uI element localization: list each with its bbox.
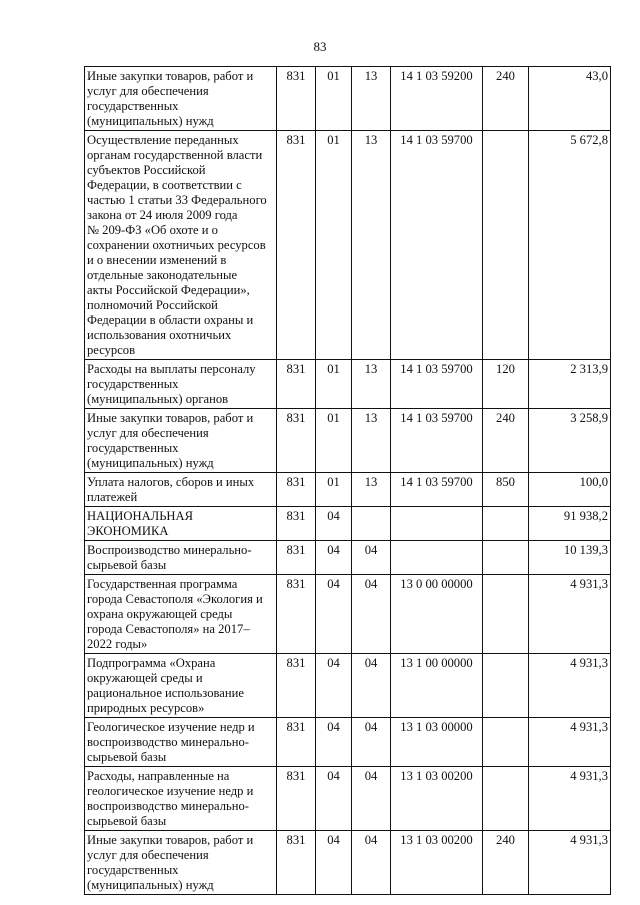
ved-code-cell: 831 — [277, 67, 316, 131]
table-row — [85, 718, 611, 767]
expense-type-cell: 120 — [483, 360, 529, 409]
expense-type-cell: 240 — [483, 409, 529, 473]
target-article-cell: 14 1 03 59700 — [391, 360, 483, 409]
item-name-line: полномочий Российской — [87, 298, 218, 312]
item-name-line: Иные закупки товаров, работ и — [87, 833, 254, 847]
ved-code-cell: 831 — [277, 541, 316, 575]
subsection-code-cell: 04 — [352, 718, 391, 767]
ved-code-cell: 831 — [277, 473, 316, 507]
ved-code-cell: 831 — [277, 831, 316, 895]
item-name-line: государственных — [87, 441, 179, 455]
amount-cell: 4 931,3 — [529, 767, 611, 831]
item-name-line: сохранении охотничьих ресурсов — [87, 238, 266, 252]
subsection-code-cell: 13 — [352, 360, 391, 409]
ved-code-cell: 831 — [277, 767, 316, 831]
target-article-cell: 14 1 03 59700 — [391, 409, 483, 473]
section-code-cell: 01 — [316, 360, 352, 409]
expense-type-cell — [483, 575, 529, 654]
table-row — [85, 409, 611, 473]
amount-cell: 4 931,3 — [529, 718, 611, 767]
target-article-cell: 14 1 03 59700 — [391, 131, 483, 360]
table-row — [85, 67, 611, 131]
section-code-cell: 01 — [316, 131, 352, 360]
item-name-line: (муниципальных) нужд — [87, 878, 214, 892]
item-name-cell — [85, 718, 277, 767]
section-code-cell: 04 — [316, 575, 352, 654]
item-name-line: платежей — [87, 490, 138, 504]
item-name-line: Расходы, направленные на — [87, 769, 230, 783]
item-name-line: Федерации в области охраны и — [87, 313, 254, 327]
table-row — [85, 360, 611, 409]
target-article-cell: 13 1 03 00200 — [391, 767, 483, 831]
target-article-cell: 14 1 03 59700 — [391, 473, 483, 507]
target-article-cell: 13 0 00 00000 — [391, 575, 483, 654]
amount-cell: 10 139,3 — [529, 541, 611, 575]
table-row — [85, 473, 611, 507]
ved-code-cell: 831 — [277, 360, 316, 409]
item-name-line: отдельные законодательные — [87, 268, 238, 282]
expense-type-cell — [483, 654, 529, 718]
item-name-line: услуг для обеспечения — [87, 84, 209, 98]
target-article-cell: 13 1 03 00200 — [391, 831, 483, 895]
page-number: 83 — [313, 39, 327, 54]
item-name-line: использования охотничьих — [87, 328, 232, 342]
item-name-line: окружающей среды и — [87, 671, 203, 685]
item-name-line: 2022 годы» — [87, 637, 148, 651]
expense-type-cell — [483, 767, 529, 831]
table-row — [85, 131, 611, 360]
budget-table — [84, 66, 611, 895]
target-article-cell: 13 1 03 00000 — [391, 718, 483, 767]
item-name-line: закона от 24 июля 2009 года — [87, 208, 238, 222]
section-code-cell: 04 — [316, 507, 352, 541]
amount-cell: 100,0 — [529, 473, 611, 507]
item-name-cell — [85, 473, 277, 507]
item-name-line: услуг для обеспечения — [87, 426, 209, 440]
item-name-line: сырьевой базы — [87, 558, 167, 572]
item-name-line: Иные закупки товаров, работ и — [87, 69, 254, 83]
section-code-cell: 04 — [316, 541, 352, 575]
item-name-line: Государственная программа — [87, 577, 238, 591]
expense-type-cell — [483, 507, 529, 541]
item-name-cell — [85, 767, 277, 831]
ved-code-cell: 831 — [277, 507, 316, 541]
item-name-line: (муниципальных) нужд — [87, 114, 214, 128]
table-row — [85, 507, 611, 541]
amount-cell: 5 672,8 — [529, 131, 611, 360]
subsection-code-cell: 13 — [352, 473, 391, 507]
item-name-line: сырьевой базы — [87, 750, 167, 764]
item-name-line: НАЦИОНАЛЬНАЯ — [87, 509, 194, 523]
item-name-cell — [85, 507, 277, 541]
item-name-cell — [85, 131, 277, 360]
amount-cell: 3 258,9 — [529, 409, 611, 473]
ved-code-cell: 831 — [277, 575, 316, 654]
section-code-cell: 04 — [316, 831, 352, 895]
item-name-line: воспроизводство минерально- — [87, 735, 250, 749]
item-name-line: (муниципальных) органов — [87, 392, 229, 406]
subsection-code-cell: 04 — [352, 541, 391, 575]
section-code-cell: 01 — [316, 473, 352, 507]
item-name-line: государственных — [87, 863, 179, 877]
item-name-line: города Севастополя» на 2017– — [87, 622, 250, 636]
item-name-line: ресурсов — [87, 343, 136, 357]
section-code-cell: 01 — [316, 67, 352, 131]
ved-code-cell: 831 — [277, 718, 316, 767]
item-name-line: субъектов Российской — [87, 163, 206, 177]
amount-cell: 91 938,2 — [529, 507, 611, 541]
item-name-line: Уплата налогов, сборов и иных — [87, 475, 255, 489]
item-name-line: Федерации, в соответствии с — [87, 178, 242, 192]
expense-type-cell: 850 — [483, 473, 529, 507]
target-article-cell: 14 1 03 59200 — [391, 67, 483, 131]
amount-cell: 4 931,3 — [529, 831, 611, 895]
section-code-cell: 04 — [316, 718, 352, 767]
item-name-line: № 209-ФЗ «Об охоте и о — [87, 223, 218, 237]
table-row — [85, 654, 611, 718]
expense-type-cell — [483, 541, 529, 575]
item-name-line: природных ресурсов» — [87, 701, 205, 715]
budget-table-body — [85, 67, 611, 895]
table-row — [85, 767, 611, 831]
item-name-line: акты Российской Федерации», — [87, 283, 250, 297]
expense-type-cell — [483, 131, 529, 360]
item-name-cell — [85, 360, 277, 409]
item-name-line: города Севастополя «Экология и — [87, 592, 263, 606]
item-name-line: Расходы на выплаты персоналу — [87, 362, 256, 376]
item-name-line: государственных — [87, 377, 179, 391]
amount-cell: 4 931,3 — [529, 575, 611, 654]
item-name-cell — [85, 654, 277, 718]
item-name-line: Воспроизводство минерально- — [87, 543, 252, 557]
item-name-line: охрана окружающей среды — [87, 607, 233, 621]
expense-type-cell: 240 — [483, 831, 529, 895]
item-name-line: государственных — [87, 99, 179, 113]
item-name-line: и о внесении изменений в — [87, 253, 227, 267]
expense-type-cell — [483, 718, 529, 767]
item-name-line: частью 1 статьи 33 Федерального — [87, 193, 267, 207]
item-name-line: Осуществление переданных — [87, 133, 239, 147]
subsection-code-cell — [352, 507, 391, 541]
amount-cell: 2 313,9 — [529, 360, 611, 409]
section-code-cell: 04 — [316, 654, 352, 718]
item-name-line: органам государственной власти — [87, 148, 263, 162]
item-name-line: сырьевой базы — [87, 814, 167, 828]
item-name-line: воспроизводство минерально- — [87, 799, 250, 813]
item-name-cell — [85, 541, 277, 575]
subsection-code-cell: 04 — [352, 831, 391, 895]
item-name-line: Подпрограмма «Охрана — [87, 656, 216, 670]
expense-type-cell: 240 — [483, 67, 529, 131]
item-name-line: Иные закупки товаров, работ и — [87, 411, 254, 425]
item-name-line: услуг для обеспечения — [87, 848, 209, 862]
item-name-cell — [85, 831, 277, 895]
target-article-cell — [391, 541, 483, 575]
item-name-cell — [85, 67, 277, 131]
section-code-cell: 01 — [316, 409, 352, 473]
subsection-code-cell: 04 — [352, 767, 391, 831]
table-row — [85, 541, 611, 575]
item-name-cell — [85, 575, 277, 654]
amount-cell: 4 931,3 — [529, 654, 611, 718]
section-code-cell: 04 — [316, 767, 352, 831]
subsection-code-cell: 04 — [352, 575, 391, 654]
item-name-line: геологическое изучение недр и — [87, 784, 254, 798]
ved-code-cell: 831 — [277, 131, 316, 360]
target-article-cell: 13 1 00 00000 — [391, 654, 483, 718]
table-row — [85, 831, 611, 895]
subsection-code-cell: 13 — [352, 131, 391, 360]
item-name-cell — [85, 409, 277, 473]
subsection-code-cell: 13 — [352, 409, 391, 473]
item-name-line: Геологическое изучение недр и — [87, 720, 255, 734]
ved-code-cell: 831 — [277, 409, 316, 473]
table-row — [85, 575, 611, 654]
subsection-code-cell: 13 — [352, 67, 391, 131]
item-name-line: рациональное использование — [87, 686, 244, 700]
subsection-code-cell: 04 — [352, 654, 391, 718]
amount-cell: 43,0 — [529, 67, 611, 131]
item-name-line: (муниципальных) нужд — [87, 456, 214, 470]
ved-code-cell: 831 — [277, 654, 316, 718]
item-name-line: ЭКОНОМИКА — [87, 524, 169, 538]
target-article-cell — [391, 507, 483, 541]
